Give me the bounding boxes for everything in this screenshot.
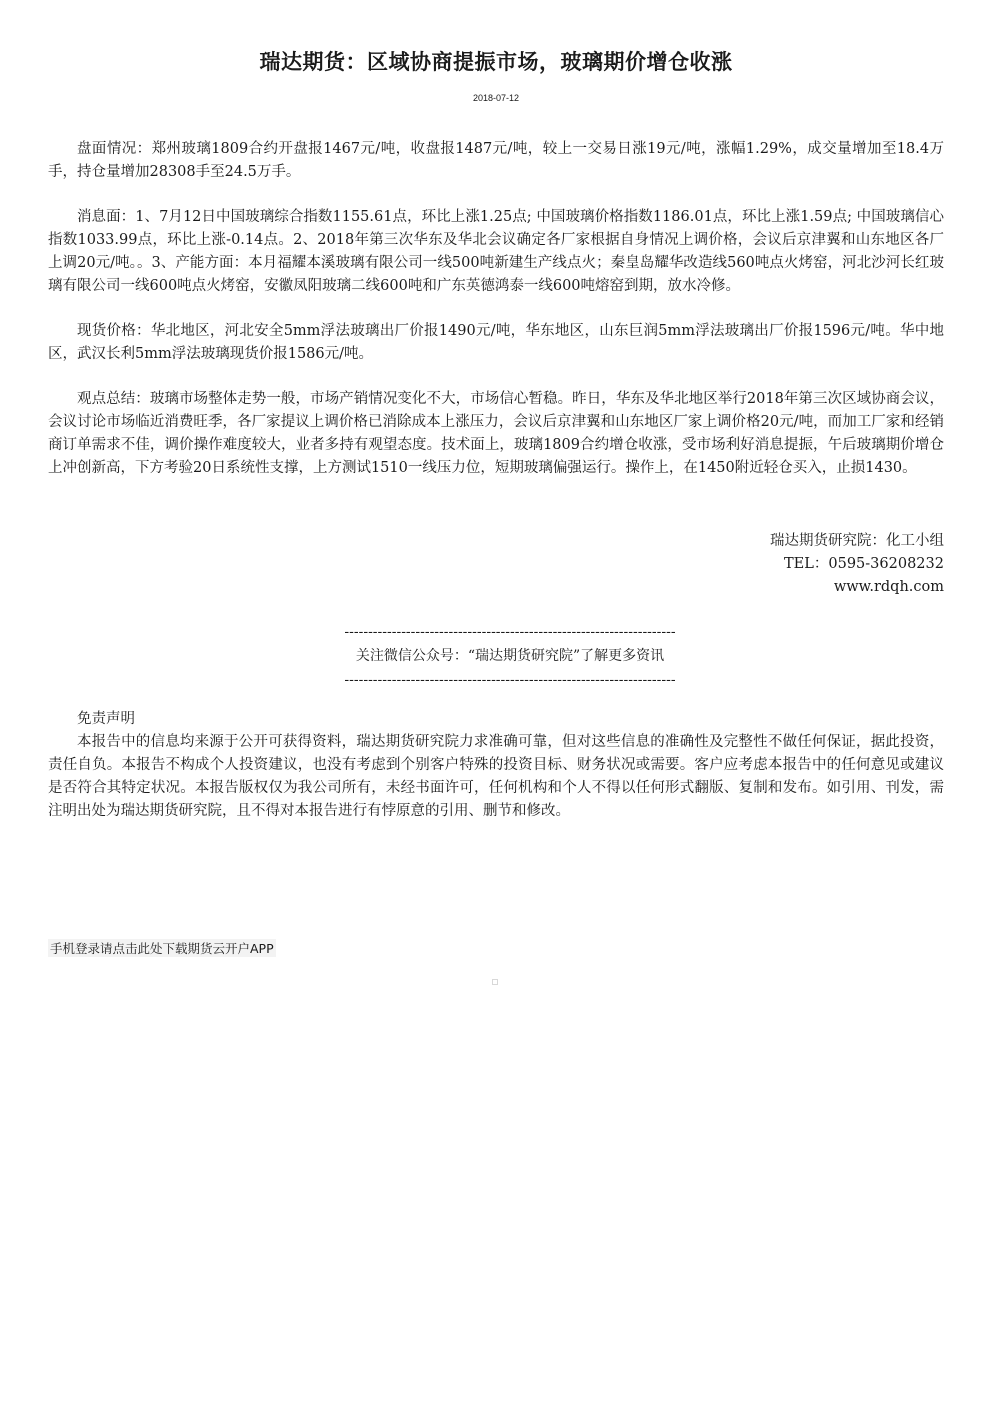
market-overview-paragraph: 盘面情况：郑州玻璃1809合约开盘报1467元/吨，收盘报1487元/吨，较上一交易日涨19元/吨，涨幅1.29%，成交量增加至18.4万手，持仓量增加28308手至24.5万手。 (48, 141, 944, 180)
summary-paragraph: 观点总结：玻璃市场整体走势一般，市场产销情况变化不大，市场信心暂稳。昨日，华东及华北地区举行2018年第三次区域协商会议，会议讨论市场临近消费旺季，各厂家提议上调价格已消除成本上涨压力，会议后京津翼和山东地区厂家上调价格20元/吨，而加工厂家和经销商订单需求不佳，调价操作难度较大，业者多持有观望态度。技术面上，玻璃1809合约增仓收涨，受市场利好消息提振，午后玻璃期价增仓上冲创新高，下方考验20日系统性支撑，上方测试1510一线压力位，短期玻璃偏强运行。操作上，在1450附近轻仓买入，止损1430。 (48, 391, 944, 476)
phone-number: TEL：0595-36208232 (784, 556, 944, 572)
article-title: 瑞达期货：区域协商提振市场，玻璃期价增仓收涨 (259, 50, 733, 74)
divider-top: ---------------------------------------------------------------------- (344, 624, 676, 640)
disclaimer-section (48, 708, 944, 823)
article-body (48, 138, 944, 502)
news-paragraph: 消息面：1、7月12日中国玻璃综合指数1155.61点，环比上涨1.25点; 中国玻璃价格指数1186.01点，环比上涨1.59点; 中国玻璃信心指数1033.99点，环比上涨-0.14点。2、2018年第三次华东及华北会议确定各厂家根据自身情况上调价格，会议后京津翼和山东地区各厂上调20元/吨。。3、产能方面：本月福耀本溪玻璃有限公司一线500吨新建生产线点火；秦皇岛耀华改造线560吨点火烤窑，河北沙河长红玻璃有限公司一线600吨点火烤窑，安徽凤阳玻璃二线600吨和广东英德鸿泰一线600吨熔窑到期，放水冷修。 (48, 209, 944, 294)
institute-name: 瑞达期货研究院：化工小组 (770, 533, 944, 549)
disclaimer-body: 本报告中的信息均来源于公开可获得资料，瑞达期货研究院力求准确可靠，但对这些信息的准确性及完整性不做任何保证，据此投资，责任自负。本报告不构成个人投资建议，也没有考虑到个别客户特殊的投资目标、财务状况或需要。客户应考虑本报告中的任何意见或建议是否符合其特定状况。本报告版权仅为我公司所有，未经书面许可，任何机构和个人不得以任何形式翻版、复制和发布。如引用、刊发，需注明出处为瑞达期货研究院，且不得对本报告进行有悖原意的引用、删节和修改。 (48, 734, 944, 819)
signature-block (770, 530, 944, 599)
app-download-link[interactable]: 手机登录请点击此处下载期货云开户APP (50, 941, 274, 956)
wechat-notice (0, 620, 992, 692)
website-link[interactable]: www.rdqh.com (833, 579, 944, 595)
wechat-text: 关注微信公众号：“瑞达期货研究院”了解更多资讯 (355, 648, 665, 664)
article-date: 2018-07-12 (472, 93, 520, 103)
disclaimer-title: 免责声明 (77, 711, 135, 727)
spot-price-paragraph: 现货价格：华北地区，河北安全5mm浮法玻璃出厂价报1490元/吨，华东地区，山东巨润5mm浮法玻璃出厂价报1596元/吨。华中地区，武汉长利5mm浮法玻璃现货价报1586元/吨。 (48, 323, 944, 362)
divider-bottom: ---------------------------------------------------------------------- (344, 672, 676, 688)
placeholder-image-icon (492, 979, 498, 985)
